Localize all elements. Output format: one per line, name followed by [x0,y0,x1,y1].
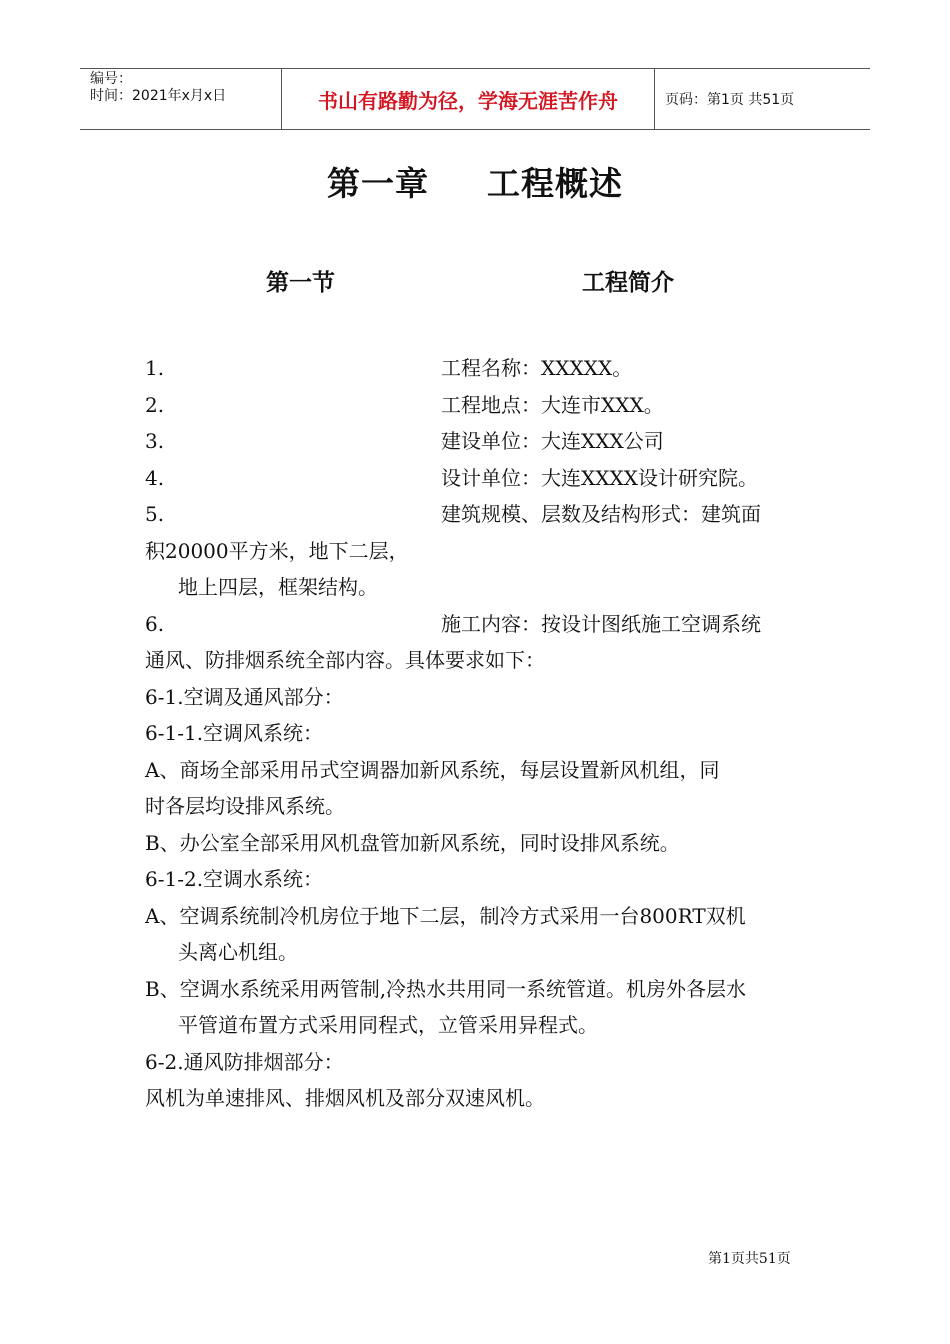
header-page-info: 页码：第1页 共51页 [665,92,795,108]
item-text: 设计单位：大连XXXX设计研究院。 [441,465,758,490]
time-label: 时间：2021年x月x日 [90,88,227,104]
text-line: B、空调水系统采用两管制,冷热水共用同一系统管道。机房外各层水 [145,976,747,1001]
chapter-title [0,158,950,205]
code-label: 编号： [90,71,132,87]
text-line: 通风、防排烟系统全部内容。具体要求如下： [145,648,545,672]
section-name: 工程简介 [582,270,674,296]
item-number: 4. [145,465,165,490]
item-text: 施工内容：按设计图纸施工空调系统 [441,611,761,636]
list-item [145,496,815,533]
text-line: 平管道布置方式采用同程式，立管采用异程式。 [178,1013,598,1037]
subsection-heading: 6-1.空调及通风部分： [145,684,344,709]
item-number: 1. [145,356,165,380]
item-number: 3. [145,429,165,453]
list-item [145,350,815,387]
text-line: 风机为单速排风、排烟风机及部分双速风机。 [145,1086,545,1110]
list-item [145,460,815,497]
chapter-number: 第一章 [327,164,429,203]
text-line: 时各层均设排风系统。 [145,794,345,818]
item-text: 工程地点：大连市XXX。 [441,392,664,417]
chapter-name: 工程概述 [487,164,623,203]
item-number: 2. [145,392,165,417]
page-header [80,68,870,130]
item-number: 6. [145,611,165,636]
item-text: 工程名称：XXXXX。 [441,356,633,380]
text-line: B、办公室全部采用风机盘管加新风系统，同时设排风系统。 [145,830,680,855]
list-item [145,423,815,460]
item-number: 5. [145,502,165,526]
subsection-heading: 6-1-2.空调水系统： [145,867,324,891]
list-item [145,387,815,424]
text-line: 头离心机组。 [178,940,298,964]
text-line: A、商场全部采用吊式空调器加新风系统，每层设置新风机组，同 [145,757,720,782]
text-line: 地上四层，框架结构。 [178,575,378,599]
subsection-heading: 6-2.通风防排烟部分： [145,1049,344,1074]
page-footer: 第1页共51页 [708,1251,791,1267]
section-number: 第一节 [266,270,335,296]
text-line: 积20000平方米，地下二层， [145,538,409,563]
header-meta [80,69,282,129]
list-item [145,606,815,643]
text-line: A、空调系统制冷机房位于地下二层，制冷方式采用一台800RT双机 [145,903,746,928]
item-text: 建设单位：大连XXX公司 [441,429,664,453]
subsection-heading: 6-1-1.空调风系统： [145,721,324,745]
header-motto: 书山有路勤为径，学海无涯苦作舟 [282,69,655,129]
item-text: 建筑规模、层数及结构形式：建筑面 [441,502,761,526]
document-body [145,350,815,1117]
